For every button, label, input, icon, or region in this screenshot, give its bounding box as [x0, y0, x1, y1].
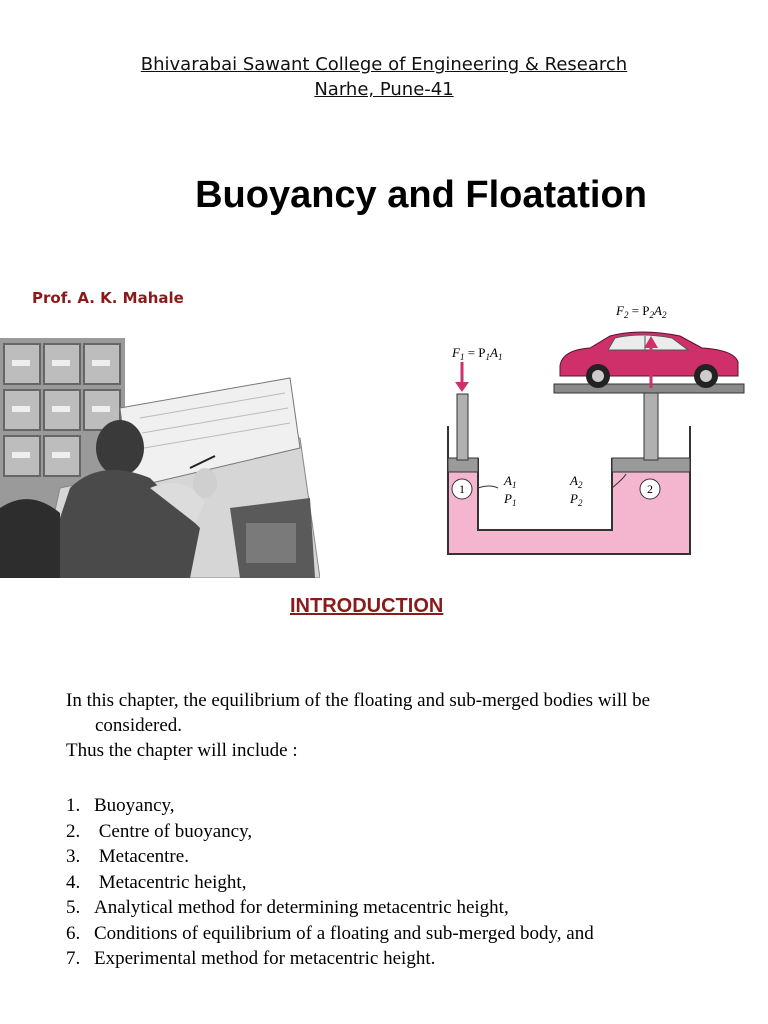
intro-line-1-cont: considered. — [95, 715, 183, 736]
list-item: 3. Metacentre. — [66, 846, 189, 867]
a2-label: A — [570, 473, 578, 488]
author-name: Prof. A. K. Mahale — [32, 289, 184, 307]
point-1-label: 1 — [459, 482, 465, 496]
a1-label: A — [504, 473, 512, 488]
page-title: Buoyancy and Floatation — [195, 174, 647, 216]
list-item: 4. Metacentric height, — [66, 871, 247, 893]
p2-label: P — [570, 491, 578, 506]
svg-text:F1 = P1A1: $F_1 = P_1A_1$ — [452, 345, 503, 362]
svg-text:F2 = P2A2: $F_2 = P_2A_2$ — [616, 303, 667, 320]
intro-line-1: In this chapter, the equilibrium of the floating and sub-merged bodies will be — [66, 690, 651, 711]
college-address: Narhe, Pune-41 — [314, 79, 454, 100]
point-2-label: 2 — [647, 482, 653, 496]
svg-text:P1: $P_1$ — [504, 491, 517, 508]
hydraulic-lift-diagram — [440, 298, 750, 560]
p1-label: P — [504, 491, 512, 506]
section-heading: INTRODUCTION — [290, 595, 444, 617]
svg-text:P2: $P_2$ — [570, 491, 583, 508]
list-item: 7. Experimental method for metacentric height. — [66, 948, 436, 969]
topic-list — [66, 793, 594, 972]
office-worker-clipart — [0, 338, 320, 578]
list-item: 6. Conditions of equilibrium of a floating and sub-merged body, and — [66, 922, 594, 944]
f2-label: F — [616, 303, 624, 318]
intro-line-2: Thus the chapter will include : — [66, 740, 298, 761]
svg-text:A2: $A_2$ — [570, 473, 583, 490]
list-item: 2. Centre of buoyancy, — [66, 820, 253, 842]
svg-text:A1: $A_1$ — [504, 473, 517, 490]
f1-label: F — [452, 345, 460, 360]
list-item: 5. Analytical method for determining metacentric height, — [66, 897, 509, 918]
college-header — [0, 52, 768, 102]
intro-paragraph — [66, 688, 736, 763]
college-name: Bhivarabai Sawant College of Engineering & Research — [140, 54, 628, 75]
list-item: 1. Buoyancy, — [66, 795, 175, 816]
